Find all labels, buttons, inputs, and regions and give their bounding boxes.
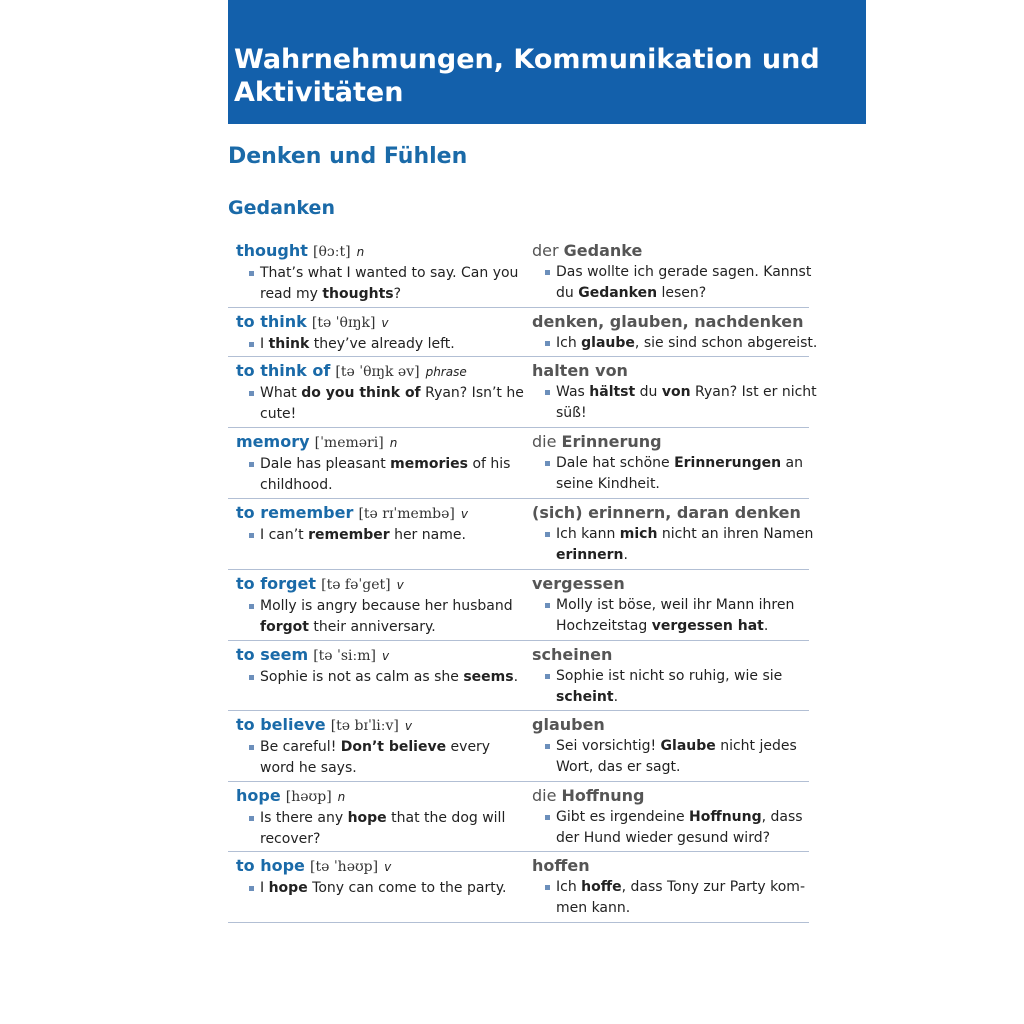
example-text: Be careful!	[260, 739, 341, 755]
english-term	[236, 855, 526, 878]
example-text: nicht an ihren Namen	[657, 526, 814, 542]
german-column	[532, 785, 809, 849]
example-text: read my	[260, 286, 323, 302]
english-headword: hope	[236, 786, 281, 805]
german-example	[532, 687, 809, 708]
german-term	[532, 240, 809, 262]
example-text: her name.	[389, 527, 466, 543]
example-text: Molly ist böse, weil ihr Mann ihren	[556, 597, 795, 613]
example-highlight: erinnern	[556, 547, 624, 563]
example-text: word he says.	[260, 760, 357, 776]
german-example	[532, 382, 817, 403]
example-text: recover?	[260, 831, 321, 847]
example-highlight: Gedanken	[578, 285, 658, 301]
english-term	[236, 714, 526, 737]
german-term	[532, 714, 809, 736]
example-text: I	[260, 336, 269, 352]
example-text: Sophie ist nicht so ruhig, wie sie	[556, 668, 783, 684]
german-example	[532, 757, 809, 778]
example-text: cute!	[260, 406, 297, 422]
example-highlight: seems	[463, 669, 514, 685]
example-highlight: Hoffnung	[689, 809, 762, 825]
german-column	[532, 431, 809, 495]
german-column	[532, 644, 809, 708]
english-column	[236, 502, 526, 546]
german-headword: (sich) erinnern, daran denken	[532, 503, 801, 522]
example-text: Ich	[556, 335, 582, 351]
german-headword: Hoffnung	[561, 786, 645, 805]
german-article: der	[532, 241, 564, 260]
example-text: Sei vorsichtig!	[556, 738, 661, 754]
example-highlight: von	[661, 384, 691, 400]
vocab-entry	[228, 641, 809, 711]
example-text: , dass	[761, 809, 803, 825]
example-text: Ich kann	[556, 526, 620, 542]
vocab-entry	[228, 570, 809, 641]
english-headword: to forget	[236, 574, 317, 593]
english-column	[236, 714, 526, 779]
example-text: , dass Tony zur Party kom-	[621, 879, 805, 895]
example-highlight: hope	[347, 810, 387, 826]
example-highlight: think	[268, 336, 310, 352]
example-text: Das wollte ich gerade sagen. Kannst	[556, 264, 812, 280]
example-text: Was	[556, 384, 590, 400]
example-highlight: hältst	[589, 384, 636, 400]
vocab-entry	[228, 782, 809, 852]
example-text: Molly is angry because her husband	[260, 598, 513, 614]
german-example	[532, 453, 809, 474]
example-text: nicht jedes	[715, 738, 797, 754]
example-text: men kann.	[556, 900, 631, 916]
example-text: Hochzeitstag	[556, 618, 652, 634]
german-headword: Gedanke	[563, 241, 643, 260]
german-example	[532, 283, 809, 304]
example-highlight: memories	[390, 456, 468, 472]
german-example	[532, 616, 809, 637]
german-example	[532, 898, 809, 919]
example-highlight: scheint	[556, 689, 614, 705]
pronunciation: [θɔːt]	[313, 244, 351, 260]
example-text: I can’t	[260, 527, 309, 543]
german-example	[532, 403, 809, 424]
english-example	[236, 829, 526, 850]
english-column	[236, 431, 526, 496]
example-text: Ryan? Ist er nicht	[690, 384, 817, 400]
example-text: of his	[468, 456, 511, 472]
part-of-speech: v	[381, 316, 389, 330]
vocab-entry	[228, 308, 818, 357]
german-column	[532, 714, 809, 778]
pronunciation: [tə ˈhəʊp]	[310, 859, 379, 875]
german-example	[532, 545, 809, 566]
chapter-title-line-2: Aktivitäten	[234, 77, 404, 108]
example-text: What	[260, 385, 302, 401]
german-article: die	[532, 786, 562, 805]
english-example	[236, 617, 526, 638]
example-text: Gibt es irgendeine	[556, 809, 690, 825]
english-column	[236, 360, 526, 425]
vocab-entry	[228, 237, 812, 308]
example-text: ?	[393, 286, 402, 302]
german-column	[532, 311, 818, 354]
english-example	[236, 475, 526, 496]
english-example	[236, 525, 526, 546]
german-term	[532, 785, 809, 807]
example-text: every	[446, 739, 491, 755]
example-text: their anniversary.	[308, 619, 436, 635]
example-text: der Hund wieder gesund wird?	[556, 830, 771, 846]
example-text: , sie sind schon abgereist.	[634, 335, 818, 351]
pronunciation: [həʊp]	[285, 789, 332, 805]
german-headword: Erinnerung	[561, 432, 662, 451]
german-term	[532, 855, 809, 877]
example-text: Dale hat schöne	[556, 455, 675, 471]
subsection-title: Gedanken	[228, 197, 335, 219]
vocab-entry	[228, 711, 809, 782]
english-term	[236, 431, 526, 454]
example-highlight: glaube	[581, 335, 635, 351]
example-highlight: hoffe	[581, 879, 622, 895]
example-highlight: hope	[268, 880, 308, 896]
example-text: süß!	[556, 405, 587, 421]
english-column	[236, 855, 526, 899]
english-headword: to remember	[236, 503, 354, 522]
german-headword: hoffen	[532, 856, 590, 875]
pronunciation: [tə rɪˈmembə]	[358, 506, 455, 522]
english-headword: to believe	[236, 715, 326, 734]
english-headword: to think	[236, 312, 307, 331]
english-example	[236, 758, 526, 779]
example-highlight: Don’t believe	[340, 739, 447, 755]
example-highlight: Glaube	[660, 738, 716, 754]
example-text: Dale has pleasant	[260, 456, 391, 472]
pronunciation: [tə ˈθɪŋk əv]	[335, 364, 420, 380]
german-column	[532, 573, 809, 637]
german-example	[532, 828, 809, 849]
german-example	[532, 333, 818, 354]
german-article: die	[532, 432, 562, 451]
example-text: .	[623, 547, 628, 563]
part-of-speech: n	[337, 790, 346, 804]
german-example	[532, 524, 814, 545]
part-of-speech: v	[382, 649, 390, 663]
pronunciation: [tə fəˈget]	[321, 577, 391, 593]
part-of-speech: n	[389, 436, 398, 450]
german-column	[532, 502, 814, 566]
english-term	[236, 311, 526, 334]
german-headword: denken, glauben, nachdenken	[532, 312, 804, 331]
section-title: Denken und Fühlen	[228, 144, 468, 169]
part-of-speech: v	[396, 578, 404, 592]
part-of-speech: v	[384, 860, 392, 874]
german-term	[532, 573, 809, 595]
example-text: Ich	[556, 879, 582, 895]
chapter-title	[234, 43, 866, 109]
vocab-entry	[228, 428, 809, 499]
example-text: I	[260, 880, 269, 896]
english-term	[236, 502, 526, 525]
english-column	[236, 311, 526, 355]
english-example	[236, 263, 526, 284]
example-highlight: mich	[619, 526, 658, 542]
german-term	[532, 360, 809, 382]
example-text: .	[513, 669, 519, 685]
vocabulary-list	[228, 237, 818, 923]
example-highlight: vergessen hat	[651, 618, 764, 634]
german-column	[532, 855, 809, 919]
english-headword: thought	[236, 241, 308, 260]
german-term	[532, 311, 809, 333]
english-column	[236, 644, 526, 688]
example-text: .	[763, 618, 769, 634]
pronunciation: [tə bɪˈliːv]	[330, 718, 399, 734]
english-headword: memory	[236, 432, 310, 451]
example-text: Wort, das er sagt.	[556, 759, 681, 775]
pronunciation: [tə ˈsiːm]	[313, 648, 376, 664]
example-text: du	[556, 285, 579, 301]
example-text: Is there any	[260, 810, 348, 826]
english-example	[236, 596, 526, 617]
example-text: du	[635, 384, 662, 400]
german-headword: vergessen	[532, 574, 625, 593]
english-example	[236, 737, 526, 758]
example-text: childhood.	[260, 477, 333, 493]
english-column	[236, 573, 526, 638]
vocab-entry	[228, 499, 814, 570]
example-text: lesen?	[657, 285, 707, 301]
english-term	[236, 240, 526, 263]
english-example	[236, 284, 526, 305]
example-highlight: forgot	[260, 619, 309, 635]
german-headword: halten von	[532, 361, 628, 380]
english-example	[236, 667, 526, 688]
german-headword: glauben	[532, 715, 605, 734]
german-column	[532, 360, 817, 424]
german-term	[532, 431, 809, 453]
vocab-entry	[228, 357, 817, 428]
part-of-speech: phrase	[425, 365, 467, 379]
german-example	[532, 877, 809, 898]
example-text: an	[781, 455, 804, 471]
german-example	[532, 666, 809, 687]
english-column	[236, 785, 526, 850]
german-example	[532, 474, 809, 495]
english-term	[236, 644, 526, 667]
pronunciation: [tə ˈθɪŋk]	[311, 315, 376, 331]
english-example	[236, 383, 526, 404]
example-text: that the dog will	[386, 810, 506, 826]
german-example	[532, 807, 809, 828]
german-example	[532, 262, 812, 283]
example-text: Tony can come to the party.	[307, 880, 507, 896]
english-example	[236, 808, 526, 829]
english-term	[236, 573, 526, 596]
english-example	[236, 334, 526, 355]
pronunciation: [ˈmeməri]	[314, 435, 384, 451]
example-highlight: thoughts	[322, 286, 394, 302]
vocab-entry	[228, 852, 809, 923]
english-example	[236, 404, 526, 425]
german-example	[532, 736, 809, 757]
example-text: seine Kindheit.	[556, 476, 660, 492]
example-text: Ryan? Isn’t he	[420, 385, 524, 401]
example-text: they’ve already left.	[309, 336, 455, 352]
chapter-title-line-1: Wahrnehmungen, Kommunikation und	[234, 44, 820, 75]
german-example	[532, 595, 809, 616]
german-term	[532, 502, 809, 524]
english-example	[236, 878, 526, 899]
english-headword: to think of	[236, 361, 331, 380]
english-term	[236, 360, 526, 383]
german-column	[532, 240, 812, 304]
german-term	[532, 644, 809, 666]
german-headword: scheinen	[532, 645, 613, 664]
part-of-speech: n	[356, 245, 365, 259]
english-headword: to hope	[236, 856, 305, 875]
example-highlight: Erinnerungen	[674, 455, 782, 471]
example-text: .	[613, 689, 619, 705]
english-term	[236, 785, 526, 808]
english-headword: to seem	[236, 645, 309, 664]
example-text: That’s what I wanted to say. Can you	[260, 265, 519, 281]
example-highlight: do you think of	[301, 385, 421, 401]
example-highlight: remember	[308, 527, 390, 543]
part-of-speech: v	[460, 507, 468, 521]
chapter-banner	[228, 0, 866, 124]
example-text: Sophie is not as calm as she	[260, 669, 464, 685]
english-example	[236, 454, 526, 475]
part-of-speech: v	[404, 719, 412, 733]
english-column	[236, 240, 526, 305]
